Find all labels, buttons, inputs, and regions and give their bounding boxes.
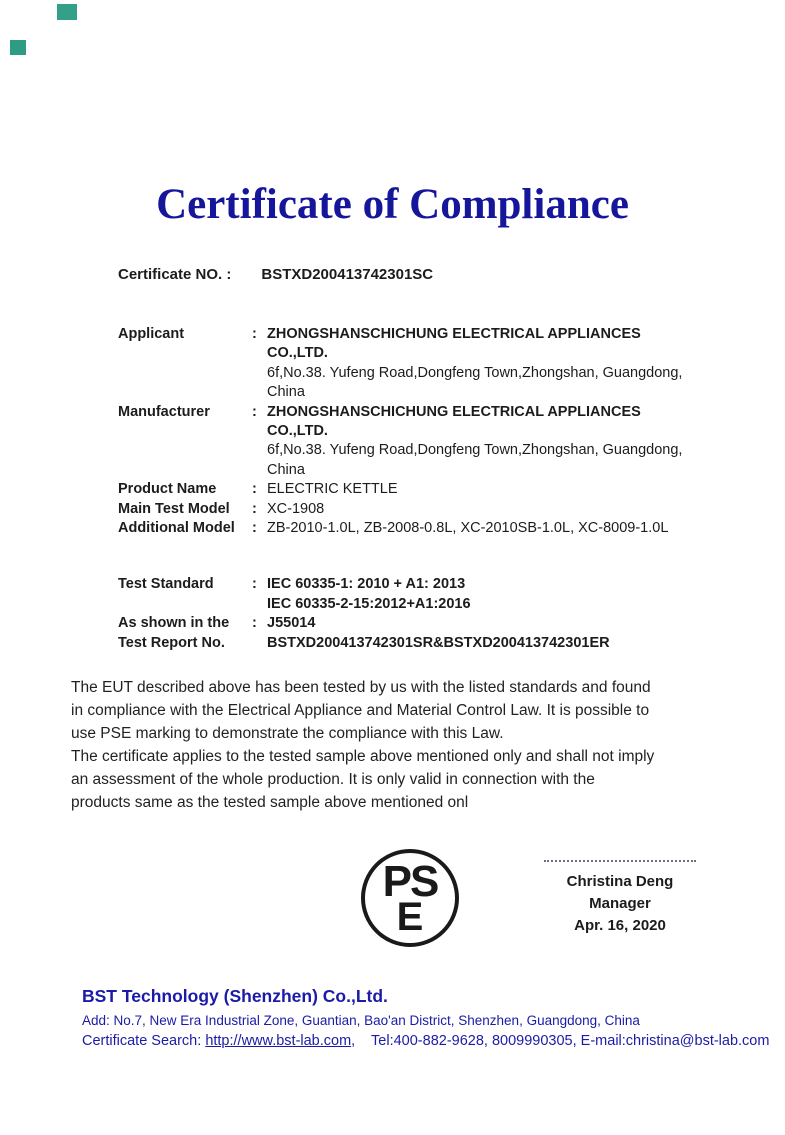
applicant-row <box>118 325 718 403</box>
applicant-address-line1: 6f,No.38. Yufeng Road,Dongfeng Town,Zhongshan, Guangdong, <box>267 364 683 381</box>
certificate-search-link[interactable]: http://www.bst-lab.com <box>205 1033 352 1049</box>
manufacturer-label: Manufacturer <box>118 403 210 420</box>
manufacturer-company-line2: CO.,LTD. <box>267 423 328 440</box>
main-test-model-row <box>118 500 718 519</box>
pse-mark-top-letters: PS <box>382 857 438 906</box>
test-report-label-line2: Test Report No. <box>118 634 225 651</box>
manufacturer-address-line2: China <box>267 461 305 478</box>
test-standard-line1: IEC 60335-1: 2010 + A1: 2013 <box>267 576 466 593</box>
issuer-address: Add: No.7, New Era Industrial Zone, Guantian, Bao'an District, Shenzhen, Guangdong, China <box>82 1013 640 1028</box>
test-report-value-line1: J55014 <box>267 615 316 632</box>
product-name-value: ELECTRIC KETTLE <box>267 481 398 498</box>
certificate-number-label: Certificate NO. : <box>118 266 232 283</box>
compliance-statement <box>71 676 654 814</box>
additional-model-row <box>118 519 718 538</box>
main-test-model-colon: : <box>252 500 257 517</box>
statement-line-4: The certificate applies to the tested sample above mentioned only and shall not imply <box>71 748 655 765</box>
test-report-label <box>118 614 252 653</box>
signer-role: Manager <box>589 895 651 912</box>
manufacturer-row <box>118 403 718 481</box>
manufacturer-address-line1: 6f,No.38. Yufeng Road,Dongfeng Town,Zhongshan, Guangdong, <box>267 442 683 459</box>
certificate-search-label: Certificate Search: <box>82 1033 206 1049</box>
additional-model-label: Additional Model <box>118 520 235 537</box>
statement-line-1: The EUT described above has been tested by us with the listed standards and found <box>71 679 651 696</box>
test-standard-value <box>267 575 718 614</box>
scan-artifact-square-1 <box>57 4 77 20</box>
applicant-company-line1: ZHONGSHANSCHICHUNG ELECTRICAL APPLIANCES <box>267 326 641 342</box>
certificate-number-row <box>118 266 433 283</box>
signature-block <box>544 860 696 937</box>
applicant-address-line2: China <box>267 384 305 401</box>
product-name-row <box>118 480 718 499</box>
additional-model-value: ZB-2010-1.0L, ZB-2008-0.8L, XC-2010SB-1.0L, XC-8009-1.0L <box>267 520 669 537</box>
test-report-value-line2: BSTXD200413742301SR&BSTXD200413742301ER <box>267 634 610 651</box>
pse-mark-bottom-letter: E <box>396 895 424 939</box>
additional-model-colon: : <box>252 520 257 537</box>
manufacturer-colon: : <box>252 403 257 420</box>
applicant-label: Applicant <box>118 326 185 342</box>
certificate-fields <box>118 325 718 653</box>
certificate-title: Certificate of Compliance <box>156 181 629 228</box>
applicant-colon: : <box>252 326 257 342</box>
test-standard-label: Test Standard <box>118 576 214 593</box>
section-gap <box>118 538 718 575</box>
manufacturer-value <box>267 403 718 481</box>
signature-dotted-line <box>544 860 696 862</box>
test-standard-colon: : <box>252 576 257 593</box>
test-standard-line2: IEC 60335-2-15:2012+A1:2016 <box>267 595 471 612</box>
signature-date: Apr. 16, 2020 <box>574 917 666 934</box>
statement-line-6: products same as the tested sample above mentioned onl <box>71 794 469 811</box>
product-name-colon: : <box>252 481 257 498</box>
test-report-colon: : <box>252 615 257 632</box>
issuer-company-name: BST Technology (Shenzhen) Co.,Ltd. <box>82 986 388 1006</box>
main-test-model-value: XC-1908 <box>267 500 325 517</box>
issuer-contact-line <box>82 1033 769 1049</box>
test-report-value <box>267 614 718 653</box>
applicant-value <box>267 325 718 403</box>
applicant-company-line2: CO.,LTD. <box>267 345 328 362</box>
scan-artifact-square-2 <box>10 40 26 55</box>
test-report-row <box>118 614 718 653</box>
test-report-label-line1: As shown in the <box>118 615 230 632</box>
issuer-contact-details: , Tel:400-882-9628, 8009990305, E-mail:christina@bst-lab.com <box>351 1033 770 1049</box>
signer-name: Christina Deng <box>566 873 674 890</box>
statement-line-3: use PSE marking to demonstrate the compliance with this Law. <box>71 725 504 742</box>
statement-line-2: in compliance with the Electrical Appliance and Material Control Law. It is possible to <box>71 702 650 719</box>
certificate-number-value: BSTXD200413742301SC <box>261 266 434 283</box>
pse-mark-icon <box>361 849 459 947</box>
test-standard-row <box>118 575 718 614</box>
statement-line-5: an assessment of the whole production. It is only valid in connection with the <box>71 771 595 788</box>
main-test-model-label: Main Test Model <box>118 500 230 517</box>
manufacturer-company-line1: ZHONGSHANSCHICHUNG ELECTRICAL APPLIANCES <box>267 403 641 420</box>
product-name-label: Product Name <box>118 481 217 498</box>
